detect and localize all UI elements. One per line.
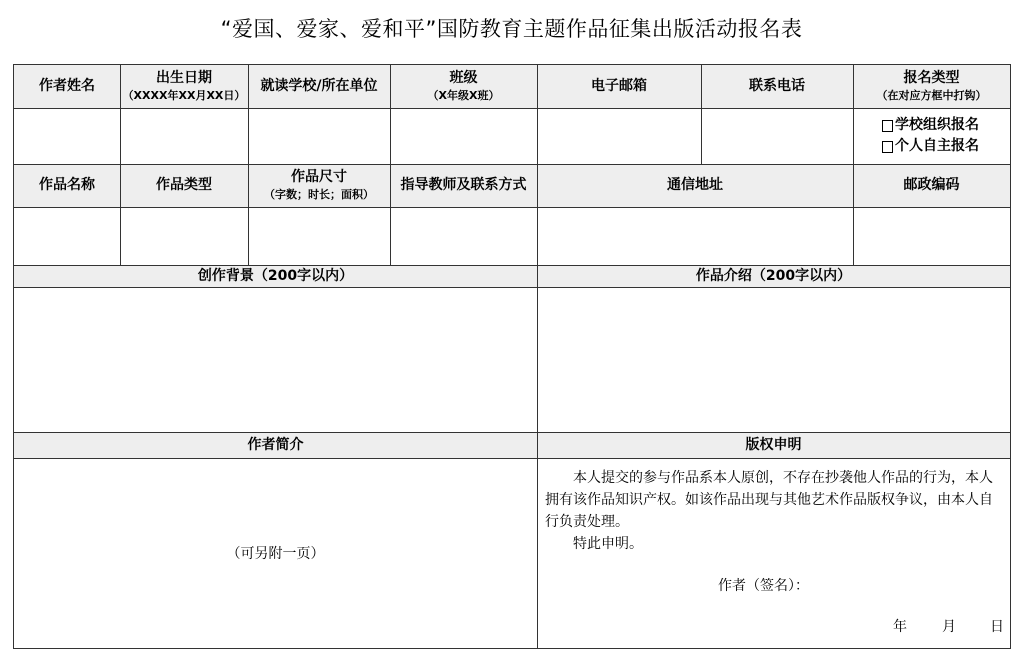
header-signup-type-hint: （在对应方框中打钩） (876, 88, 987, 102)
header-phone (701, 64, 853, 108)
header-phone-label: 联系电话 (749, 77, 805, 94)
header-school (248, 64, 390, 108)
declaration-closing: 特此申明。 (573, 536, 643, 552)
header-school-label: 就读学校/所在单位 (260, 77, 378, 94)
copyright-declaration (545, 467, 1005, 555)
email-field[interactable] (537, 108, 701, 164)
header-teacher-label: 指导教师及联系方式 (400, 177, 527, 193)
header-birth-date-label: 出生日期 (156, 69, 212, 86)
signature-label: 作者（签名）： (718, 578, 809, 594)
class-field[interactable] (390, 108, 537, 164)
header-birth-date-format: （XXXX年XX月XX日） (122, 88, 246, 102)
header-class-label: 班级 (449, 69, 478, 86)
header-intro (537, 265, 1010, 287)
header-email (537, 64, 701, 108)
header-address (537, 164, 853, 207)
signup-option-school-label: 学校组织报名 (895, 117, 979, 133)
header-background-label: 创作背景（200字以内） (197, 267, 354, 284)
header-work-type (120, 164, 248, 207)
header-work-size-label: 作品尺寸 (291, 169, 347, 185)
checkbox-school[interactable] (882, 120, 893, 132)
school-field[interactable] (248, 108, 390, 164)
postcode-field[interactable] (853, 207, 1010, 265)
header-author-name (14, 64, 120, 108)
header-postcode (853, 164, 1010, 207)
header-email-label: 电子邮箱 (591, 77, 647, 94)
header-signup-type-label: 报名类型 (903, 69, 960, 86)
header-work-size (248, 164, 390, 207)
header-work-type-label: 作品类型 (156, 177, 212, 193)
work-type-field[interactable] (120, 207, 248, 265)
intro-field[interactable] (537, 287, 1010, 432)
header-intro-label: 作品介绍（200字以内） (695, 267, 852, 284)
header-birth-date (120, 64, 248, 108)
header-background (14, 265, 537, 287)
birth-date-field[interactable] (120, 108, 248, 164)
header-class (390, 64, 537, 108)
header-teacher (390, 164, 537, 207)
teacher-field[interactable] (390, 207, 537, 265)
header-postcode-label: 邮政编码 (903, 177, 960, 193)
signup-option-individual[interactable] (882, 136, 979, 157)
declaration-paragraph: 本人提交的参与作品系本人原创，不存在抄袭他人作品的行为，本人拥有该作品知识产权。如该作品出现与其他艺术作品版权争议，由本人自行负责处理。 (545, 470, 993, 530)
background-field[interactable] (14, 287, 537, 432)
bio-attachment-note: （可另附一页） (226, 546, 325, 562)
header-author-bio-label: 作者简介 (247, 436, 304, 453)
phone-field[interactable] (701, 108, 853, 164)
author-name-field[interactable] (14, 108, 120, 164)
header-copyright-label: 版权申明 (745, 436, 802, 453)
signup-option-individual-label: 个人自主报名 (895, 138, 979, 154)
signup-option-school[interactable] (882, 115, 979, 136)
header-address-label: 通信地址 (667, 177, 723, 193)
header-work-name-label: 作品名称 (39, 177, 95, 193)
form-title: “爱国、爱家、爱和平”国防教育主题作品征集出版活动报名表 (220, 17, 803, 41)
checkbox-individual[interactable] (882, 141, 893, 153)
date-year-label: 年 (893, 619, 907, 635)
address-field[interactable] (537, 207, 853, 265)
header-work-size-units: （字数；时长；面积） (264, 188, 374, 201)
header-author-bio (14, 432, 537, 458)
header-class-format: （X年级X班） (427, 88, 500, 102)
date-day-label: 日 (990, 619, 1004, 635)
work-name-field[interactable] (14, 207, 120, 265)
work-size-field[interactable] (248, 207, 390, 265)
signup-type-options (882, 115, 979, 157)
header-work-name (14, 164, 120, 207)
header-copyright (537, 432, 1010, 458)
header-signup-type (853, 64, 1010, 108)
date-month-label: 月 (942, 619, 956, 635)
header-author-name-label: 作者姓名 (39, 77, 95, 94)
